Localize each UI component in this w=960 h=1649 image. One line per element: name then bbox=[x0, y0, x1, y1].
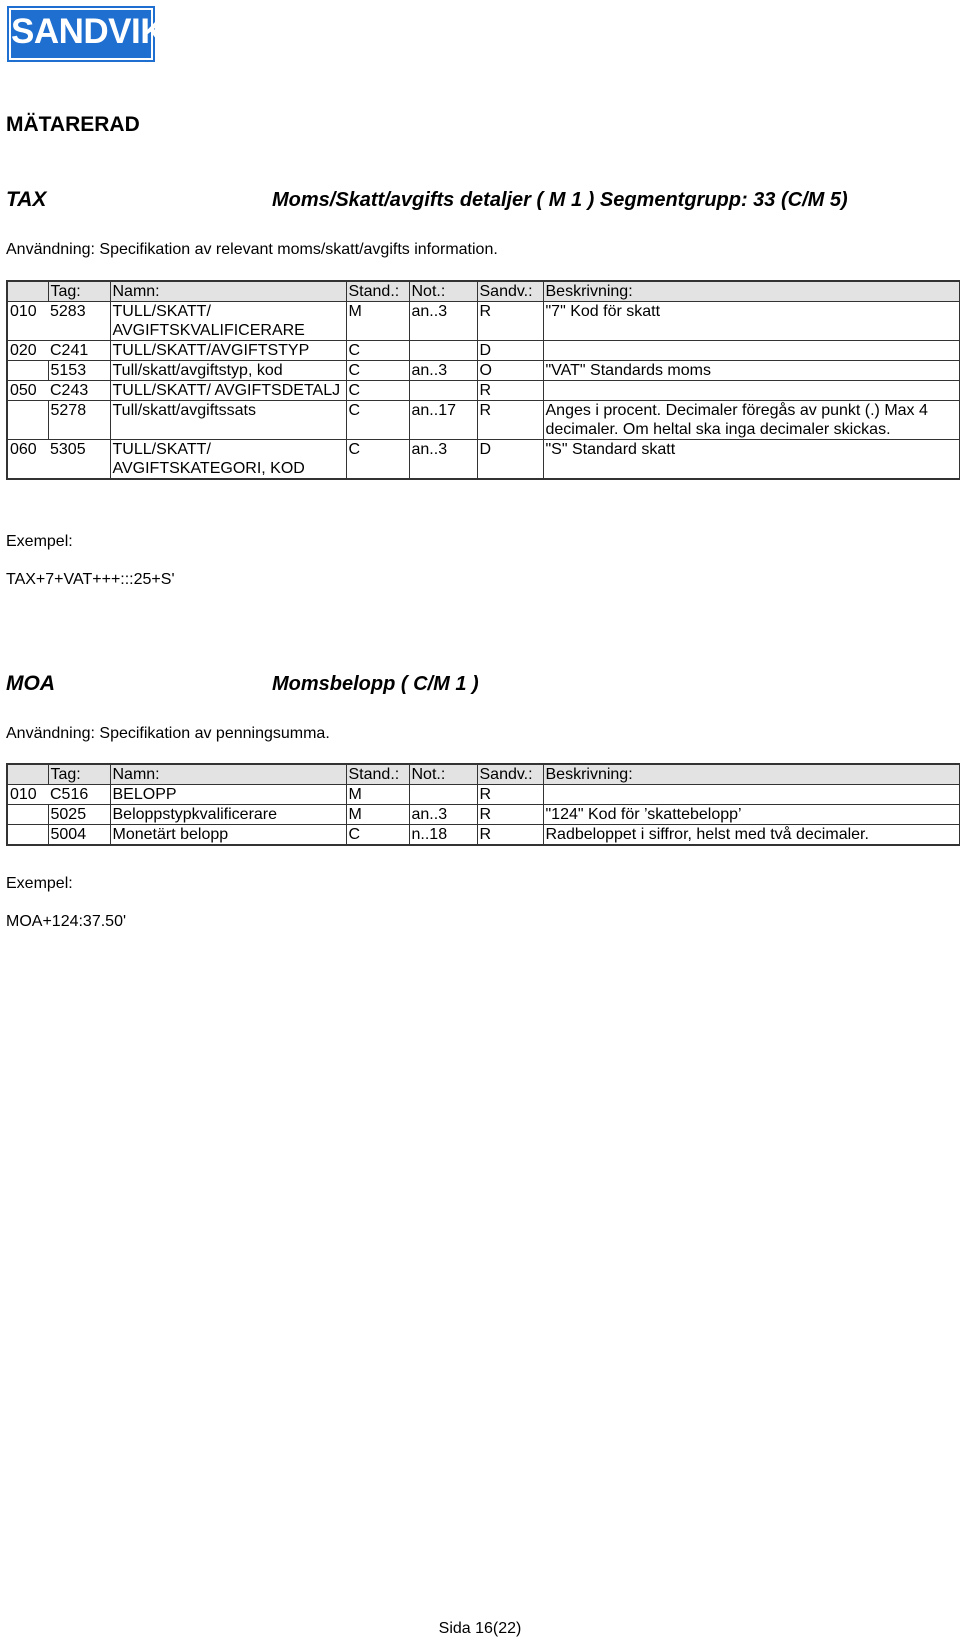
cell-description: "VAT" Standards moms bbox=[543, 361, 960, 381]
table-row bbox=[7, 361, 960, 381]
cell-name: TULL/SKATT/ AVGIFTSKATEGORI, KOD bbox=[110, 440, 346, 480]
tax-example-label: Exempel: bbox=[6, 533, 73, 550]
cell-format: an..17 bbox=[409, 401, 477, 440]
cell-description bbox=[543, 341, 960, 361]
header-name: Namn: bbox=[110, 764, 346, 785]
cell-sandvik-status: R bbox=[477, 302, 543, 341]
cell-format: an..3 bbox=[409, 302, 477, 341]
cell-sandvik-status: D bbox=[477, 341, 543, 361]
tax-usage-text: Användning: Specifikation av relevant moms/skatt/avgifts information. bbox=[6, 241, 498, 258]
cell-standard: C bbox=[346, 361, 409, 381]
table-row bbox=[7, 805, 960, 825]
tax-example-code: TAX+7+VAT+++:::25+S' bbox=[6, 571, 175, 588]
cell-standard: M bbox=[346, 785, 409, 805]
cell-description bbox=[543, 785, 960, 805]
cell-standard: C bbox=[346, 825, 409, 846]
cell-name: TULL/SKATT/ AVGIFTSKVALIFICERARE bbox=[110, 302, 346, 341]
header-sandvik-status: Sandv.: bbox=[477, 281, 543, 302]
header-format: Not.: bbox=[409, 764, 477, 785]
cell-segment-nr bbox=[7, 825, 48, 846]
cell-sandvik-status: R bbox=[477, 381, 543, 401]
header-standard: Stand.: bbox=[346, 764, 409, 785]
cell-format: an..3 bbox=[409, 440, 477, 480]
table-row bbox=[7, 381, 960, 401]
header-sandvik-status: Sandv.: bbox=[477, 764, 543, 785]
table-row bbox=[7, 440, 960, 480]
header-description: Beskrivning: bbox=[543, 764, 960, 785]
cell-standard: M bbox=[346, 302, 409, 341]
cell-sandvik-status: O bbox=[477, 361, 543, 381]
cell-tag: 5283 bbox=[48, 302, 110, 341]
table-row bbox=[7, 785, 960, 805]
cell-sandvik-status: R bbox=[477, 825, 543, 846]
sandvik-logo bbox=[7, 6, 166, 62]
cell-segment-nr: 020 bbox=[7, 341, 48, 361]
cell-name: TULL/SKATT/AVGIFTSTYP bbox=[110, 341, 346, 361]
page-title: MÄTARERAD bbox=[6, 113, 140, 136]
cell-format: n..18 bbox=[409, 825, 477, 846]
cell-sandvik-status: D bbox=[477, 440, 543, 480]
cell-tag: C243 bbox=[48, 381, 110, 401]
header-tag: Tag: bbox=[48, 764, 110, 785]
moa-example-code: MOA+124:37.50' bbox=[6, 913, 127, 930]
cell-standard: C bbox=[346, 440, 409, 480]
cell-standard: C bbox=[346, 381, 409, 401]
cell-name: Beloppstypkvalificerare bbox=[110, 805, 346, 825]
cell-segment-nr: 010 bbox=[7, 785, 48, 805]
cell-format bbox=[409, 341, 477, 361]
table-row bbox=[7, 825, 960, 846]
header-segment-nr bbox=[7, 764, 48, 785]
cell-segment-nr bbox=[7, 805, 48, 825]
cell-standard: C bbox=[346, 341, 409, 361]
cell-name: Tull/skatt/avgiftssats bbox=[110, 401, 346, 440]
cell-tag: 5004 bbox=[48, 825, 110, 846]
cell-format: an..3 bbox=[409, 805, 477, 825]
tax-segment-tag: TAX bbox=[6, 188, 47, 211]
cell-segment-nr bbox=[7, 401, 48, 440]
cell-segment-nr: 010 bbox=[7, 302, 48, 341]
moa-segment-tag: MOA bbox=[6, 672, 55, 695]
header-format: Not.: bbox=[409, 281, 477, 302]
cell-format bbox=[409, 785, 477, 805]
cell-sandvik-status: R bbox=[477, 401, 543, 440]
table-row bbox=[7, 341, 960, 361]
cell-segment-nr: 050 bbox=[7, 381, 48, 401]
tax-spec-table bbox=[6, 280, 960, 480]
cell-description bbox=[543, 381, 960, 401]
cell-tag: 5025 bbox=[48, 805, 110, 825]
cell-standard: M bbox=[346, 805, 409, 825]
table-row bbox=[7, 302, 960, 341]
cell-segment-nr bbox=[7, 361, 48, 381]
header-standard: Stand.: bbox=[346, 281, 409, 302]
tax-segment-description: Moms/Skatt/avgifts detaljer ( M 1 ) Segmentgrupp: 33 (C/M 5) bbox=[272, 189, 848, 211]
cell-description: "7" Kod för skatt bbox=[543, 302, 960, 341]
cell-segment-nr: 060 bbox=[7, 440, 48, 480]
page-number-footer: Sida 16(22) bbox=[438, 1620, 522, 1637]
cell-format bbox=[409, 381, 477, 401]
cell-name: TULL/SKATT/ AVGIFTSDETALJ bbox=[110, 381, 346, 401]
cell-tag: C241 bbox=[48, 341, 110, 361]
table-header-row bbox=[7, 281, 960, 302]
header-segment-nr bbox=[7, 281, 48, 302]
moa-segment-description: Momsbelopp ( C/M 1 ) bbox=[272, 673, 479, 695]
moa-usage-text: Användning: Specifikation av penningsumma. bbox=[6, 725, 330, 742]
cell-standard: C bbox=[346, 401, 409, 440]
cell-sandvik-status: R bbox=[477, 785, 543, 805]
header-name: Namn: bbox=[110, 281, 346, 302]
moa-example-label: Exempel: bbox=[6, 875, 73, 892]
cell-tag: 5305 bbox=[48, 440, 110, 480]
header-tag: Tag: bbox=[48, 281, 110, 302]
cell-tag: C516 bbox=[48, 785, 110, 805]
table-row bbox=[7, 401, 960, 440]
moa-spec-table bbox=[6, 763, 960, 846]
cell-name: Monetärt belopp bbox=[110, 825, 346, 846]
cell-format: an..3 bbox=[409, 361, 477, 381]
cell-description: Radbeloppet i siffror, helst med två decimaler. bbox=[543, 825, 960, 846]
cell-sandvik-status: R bbox=[477, 805, 543, 825]
cell-description: "124" Kod för ’skattebelopp’ bbox=[543, 805, 960, 825]
cell-name: BELOPP bbox=[110, 785, 346, 805]
cell-tag: 5153 bbox=[48, 361, 110, 381]
cell-name: Tull/skatt/avgiftstyp, kod bbox=[110, 361, 346, 381]
logo-text: SANDVIK bbox=[11, 10, 151, 58]
table-header-row bbox=[7, 764, 960, 785]
header-description: Beskrivning: bbox=[543, 281, 960, 302]
cell-tag: 5278 bbox=[48, 401, 110, 440]
cell-description: Anges i procent. Decimaler föregås av punkt (.) Max 4 decimaler. Om heltal ska inga decimaler skickas. bbox=[543, 401, 960, 440]
cell-description: "S" Standard skatt bbox=[543, 440, 960, 480]
